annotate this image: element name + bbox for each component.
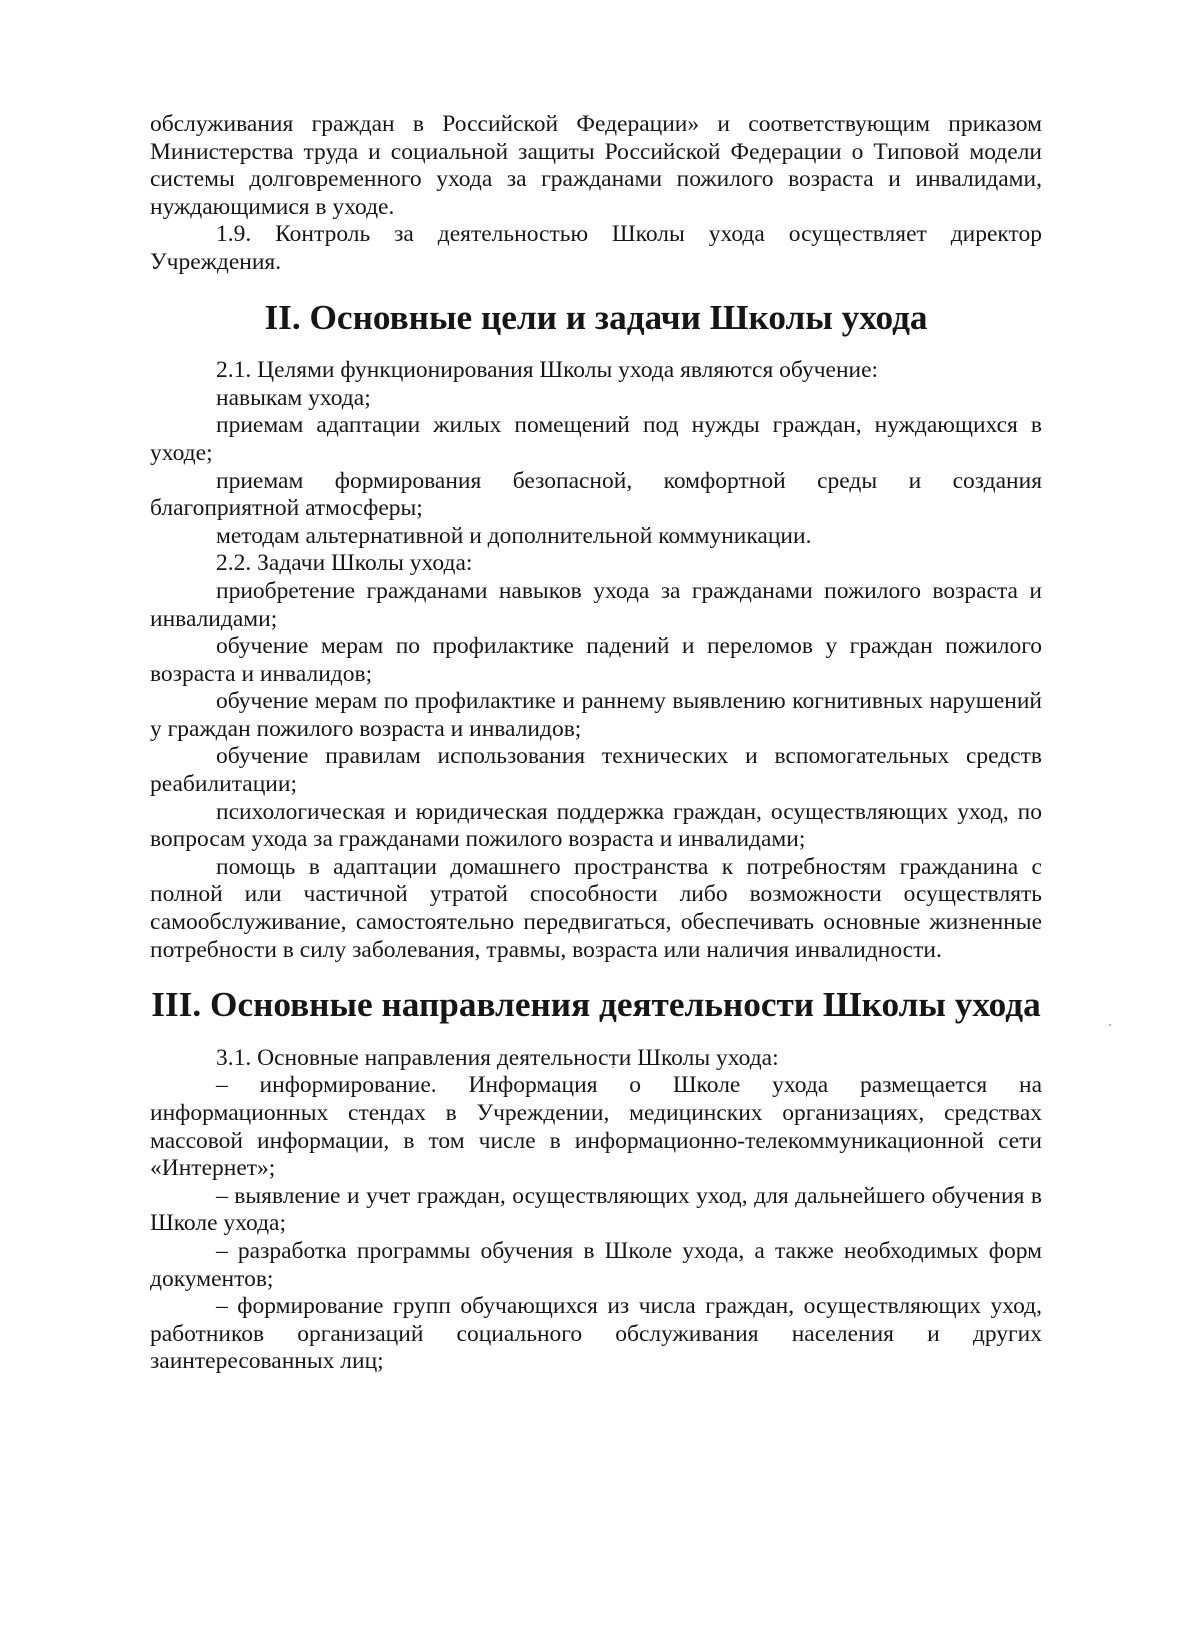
section-2-heading: II. Основные цели и задачи Школы ухода (264, 297, 928, 337)
list-item: обучение мерам по профилактике и раннему выявлению когнитивных нарушений у граждан пожилого возраста и инвалидов; (150, 688, 1042, 742)
scan-speck (1109, 1024, 1111, 1026)
list-item: – разработка программы обучения в Школе ухода, а также необходимых форм документов; (150, 1237, 1042, 1292)
paragraph-1-9: 1.9. Контроль за деятельностью Школы ухода осуществляет директор Учреждения. (150, 221, 1042, 275)
list-item: – информирование. Информация о Школе ухода размещается на информационных стендах в Учреждении, медицинских организациях, средствах массовой информации, в том числе в информационно-телекоммуникационной сети «Интернет»; (150, 1072, 1042, 1182)
list-item: приемам формирования безопасной, комфортной среды и создания благоприятной атмосферы; (150, 467, 1042, 522)
paragraph-2-1: 2.1. Целями функционирования Школы ухода являются обучение: (216, 357, 879, 384)
paragraph-2-2: 2.2. Задачи Школы ухода: (216, 550, 473, 577)
list-item: – выявление и учет граждан, осуществляющих уход, для дальнейшего обучения в Школе ухода; (150, 1182, 1042, 1237)
list-item: приемам адаптации жилых помещений под нужды граждан, нуждающихся в уходе; (150, 412, 1042, 466)
paragraph-continuation: обслуживания граждан в Российской Федерации» и соответствующим приказом Министерства труда и социальной защиты Российской Федерации о Типовой модели системы долговременного ухода за гражданами пожилого возраста и инвалидами, нуждающимися в уходе. (150, 111, 1042, 220)
list-item: обучение правилам использования технических и вспомогательных средств реабилитации; (150, 743, 1042, 798)
paragraph-3-1: 3.1. Основные направления деятельности Школы ухода: (216, 1044, 779, 1071)
document-body (150, 111, 1042, 1376)
list-item: навыкам ухода; (216, 384, 371, 411)
list-item: обучение мерам по профилактике падений и переломов у граждан пожилого возраста и инвалидов; (150, 633, 1042, 687)
list-item: методам альтернативной и дополнительной коммуникации. (216, 522, 812, 549)
list-item: помощь в адаптации домашнего пространства к потребностям гражданина с полной или частичной утратой способности либо возможности осуществлять самообслуживание, самостоятельно передвигаться, обеспечивать основные жизненные потребности в силу заболевания, травмы, возраста или наличия инвалидности. (150, 853, 1042, 963)
list-item: приобретение гражданами навыков ухода за гражданами пожилого возраста и инвалидами; (150, 577, 1042, 632)
section-3-heading: III. Основные направления деятельности Школы ухода (151, 985, 1041, 1025)
list-item: психологическая и юридическая поддержка граждан, осуществляющих уход, по вопросам ухода за гражданами пожилого возраста и инвалидами; (150, 798, 1042, 853)
list-item: – формирование групп обучающихся из числа граждан, осуществляющих уход, работников организаций социального обслуживания населения и других заинтересованных лиц; (150, 1293, 1042, 1375)
